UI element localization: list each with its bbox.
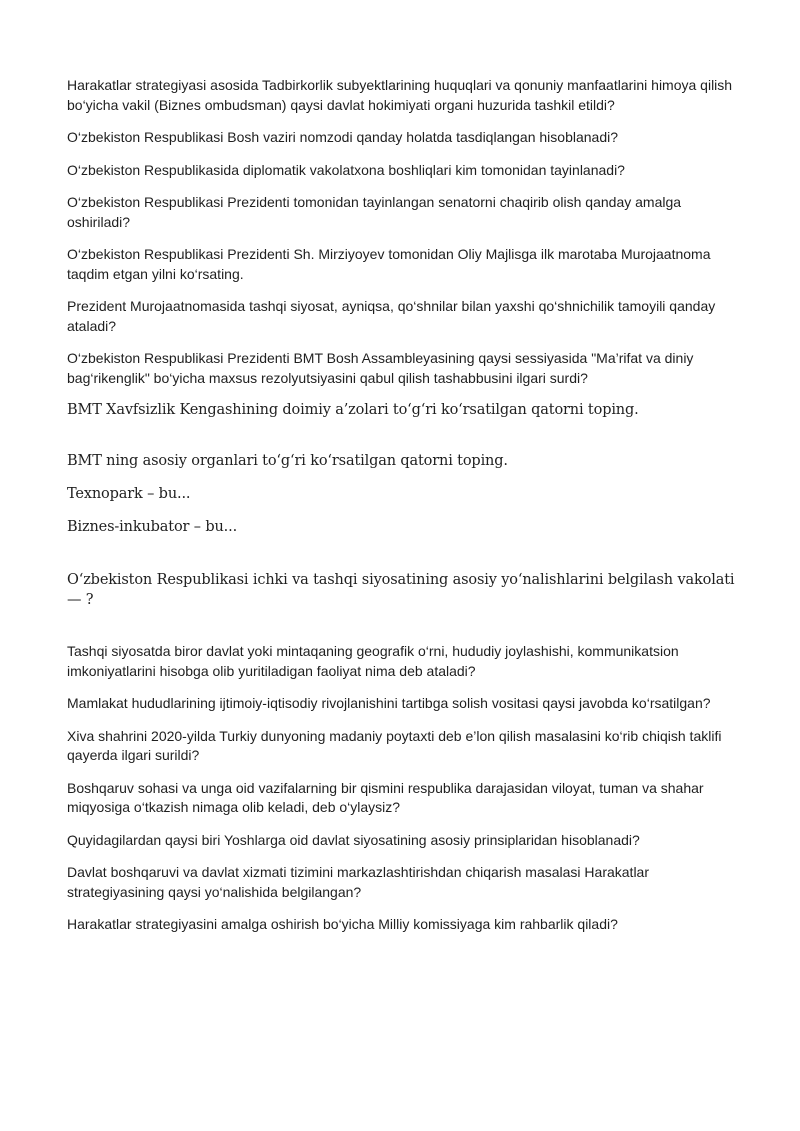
question-text: Biznes-inkubator – bu...	[67, 519, 238, 535]
question-text: BMT Xavfsizlik Kengashining doimiy a’zolari to‘g‘ri ko‘rsatilgan qatorni toping.	[67, 402, 639, 418]
question-text: Harakatlar strategiyasi asosida Tadbirkorlik subyektlarining huquqlari va qonuniy manfaatlarini himoya qilish bo‘yicha vakil (Biznes ombudsman) qaysi davlat hokimiyati organi huzurida tashkil etildi?	[67, 77, 733, 113]
question-text: BMT ning asosiy organlari to‘g‘ri ko‘rsatilgan qatorni toping.	[67, 453, 508, 469]
question-text: O‘zbekiston Respublikasi Bosh vaziri nomzodi qanday holatda tasdiqlangan hisoblanadi?	[67, 129, 619, 145]
question-text: O‘zbekiston Respublikasi ichki va tashqi siyosatining asosiy yo‘nalishlarini belgilash vakolati — ?	[67, 572, 735, 608]
question-text: O‘zbekiston Respublikasi Prezidenti BMT Bosh Assambleyasining qaysi sessiyasida "Ma’rifat va diniy bag‘rikenglik" bo‘yicha maxsus rezolyutsiyasini qabul qilish tashabbusini ilgari surdi?	[67, 350, 694, 386]
question-text: Davlat boshqaruvi va davlat xizmati tizimini markazlashtirishdan chiqarish masalasi Harakatlar strategiyasining qaysi yo‘nalishida belgilangan?	[67, 864, 650, 900]
question-text: Xiva shahrini 2020-yilda Turkiy dunyoning madaniy poytaxti deb e’lon qilish masalasini ko‘rib chiqish taklifi qayerda ilgari surildi?	[67, 727, 722, 763]
question-text: Boshqaruv sohasi va unga oid vazifalarning bir qismini respublika darajasidan viloyat, tuman va shahar miqyosiga o‘tkazish nimaga olib keladi, deb o‘ylaysiz?	[67, 779, 704, 815]
question-text: Mamlakat hududlarining ijtimoiy-iqtisodiy rivojlanishini tartibga solish vositasi qaysi javobda ko‘rsatilgan?	[67, 695, 711, 711]
document-page	[67, 76, 747, 935]
question-text: Harakatlar strategiyasini amalga oshirish bo‘yicha Milliy komissiyaga kim rahbarlik qiladi?	[67, 916, 618, 932]
question-text: O‘zbekiston Respublikasi Prezidenti Sh. Mirziyoyev tomonidan Oliy Majlisga ilk marotaba Murojaatnoma taqdim etgan yilni ko‘rsating.	[67, 246, 711, 282]
question-text: O‘zbekiston Respublikasi Prezidenti tomonidan tayinlangan senatorni chaqirib olish qanday amalga oshiriladi?	[67, 194, 682, 230]
question-text: Quyidagilardan qaysi biri Yoshlarga oid davlat siyosatining asosiy prinsiplaridan hisoblanadi?	[67, 831, 640, 848]
question-text: Prezident Murojaatnomasida tashqi siyosat, ayniqsa, qo‘shnilar bilan yaxshi qo‘shnichilik tamoyili qanday ataladi?	[67, 298, 716, 334]
question-text: Tashqi siyosatda biror davlat yoki mintaqaning geografik o‘rni, hududiy joylashishi, kommunikatsion imkoniyatlarini hisobga olib yuritiladigan faoliyat nima deb ataladi?	[67, 643, 679, 679]
question-text: O‘zbekiston Respublikasida diplomatik vakolatxona boshliqlari kim tomonidan tayinlanadi?	[67, 161, 625, 178]
question-text: Texnopark – bu...	[67, 486, 191, 502]
